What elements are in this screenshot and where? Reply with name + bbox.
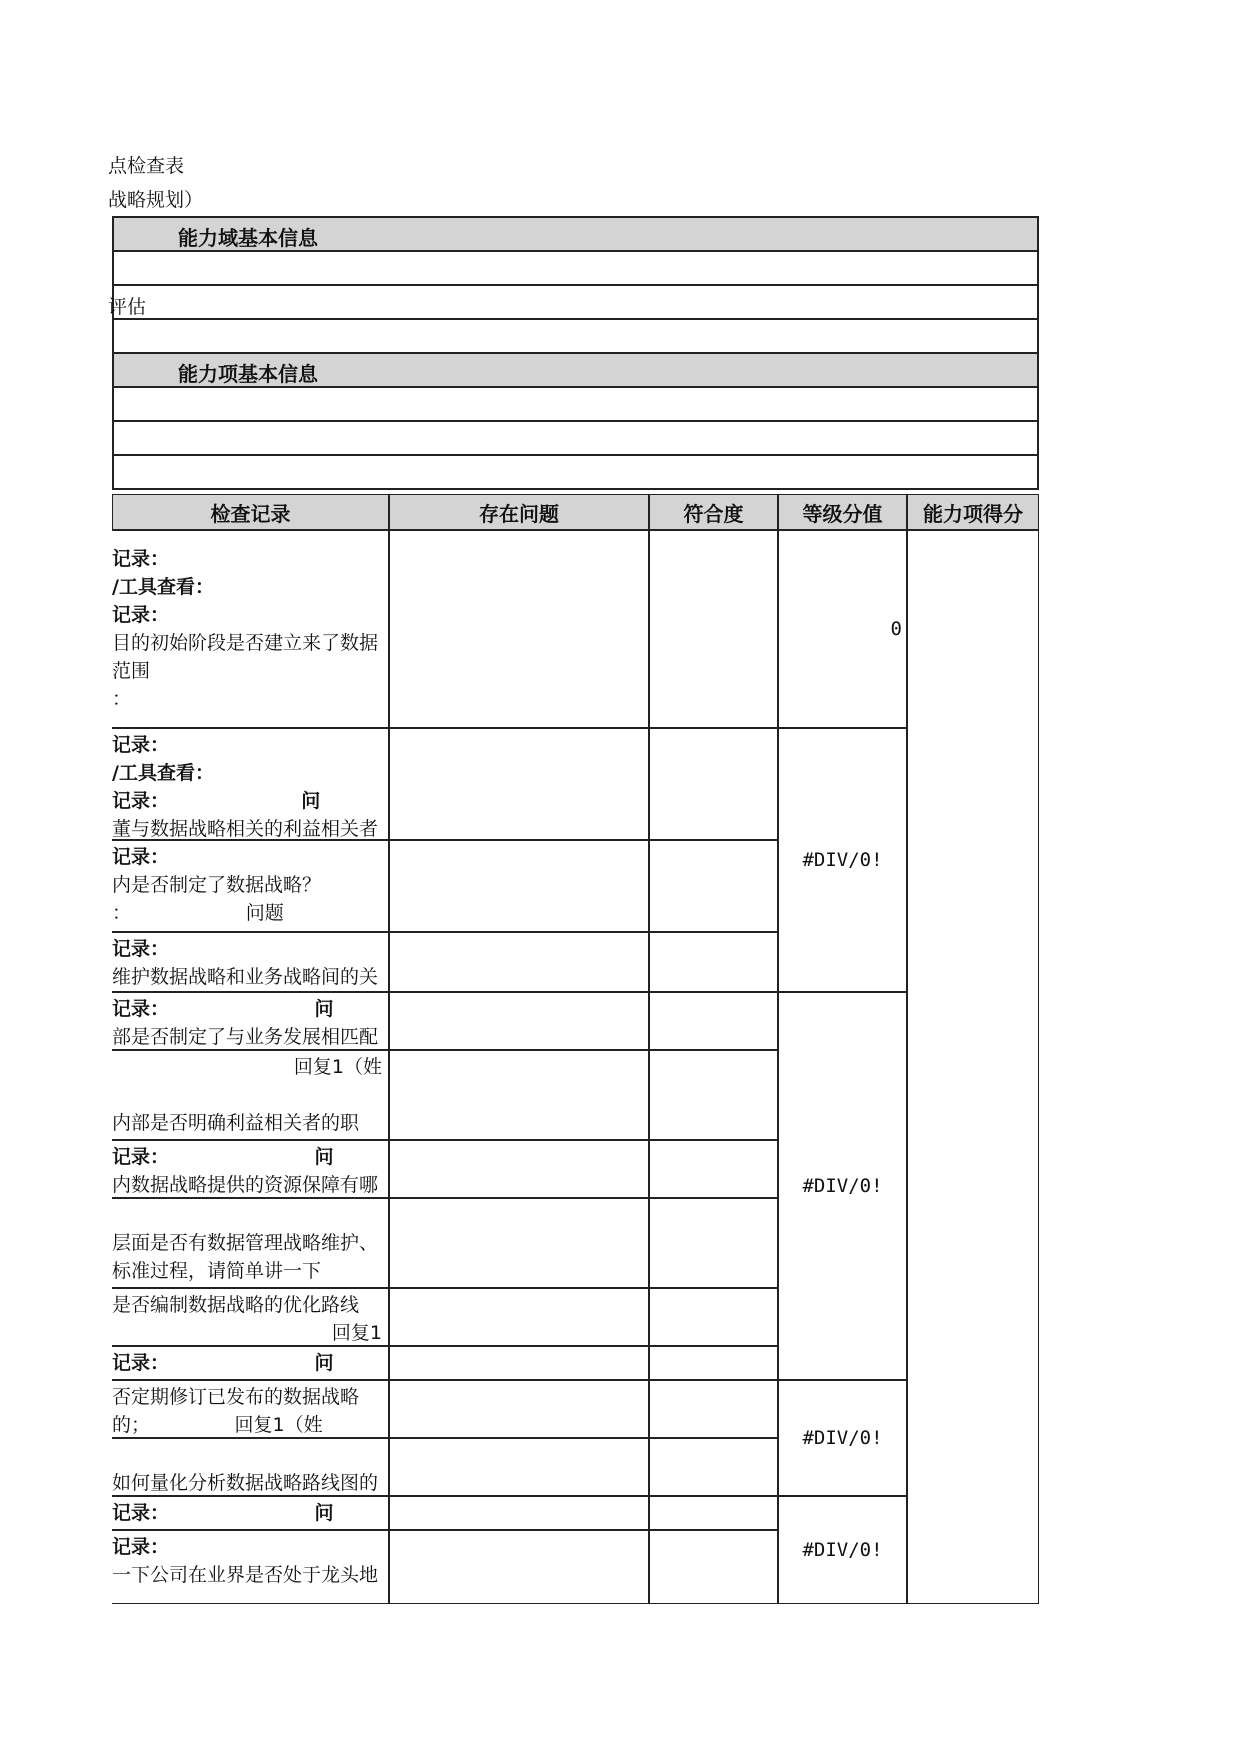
issue-cell — [389, 1288, 649, 1346]
compliance-cell — [649, 530, 778, 728]
issue-cell — [389, 932, 649, 992]
issue-cell — [389, 1530, 649, 1604]
compliance-cell — [649, 1346, 778, 1380]
record-line — [112, 1081, 382, 1109]
compliance-cell — [649, 1050, 778, 1140]
level-value: #DIV/0! — [802, 1539, 883, 1561]
compliance-cell — [649, 1496, 778, 1530]
record-cell — [112, 1496, 389, 1530]
issue-cell — [389, 1496, 649, 1530]
record-cell — [112, 1380, 389, 1438]
page-subtitle: 战略规划） — [108, 189, 204, 211]
level-value-cell — [778, 1496, 907, 1604]
record-line: 范围 — [112, 660, 151, 682]
level-value-cell — [778, 728, 907, 992]
level-value: #DIV/0! — [802, 849, 883, 871]
record-cell — [112, 1530, 389, 1604]
record-line: /工具查看： — [112, 762, 214, 784]
record-line: 董与数据战略相关的利益相关者 — [112, 818, 379, 840]
record-line: 记录： — [112, 938, 170, 960]
level-value-cell — [778, 992, 907, 1380]
issue-cell — [389, 840, 649, 932]
record-line: 内部是否明确利益相关者的职 — [112, 1112, 360, 1134]
record-line: 记录： 问 — [112, 1146, 334, 1168]
record-line — [112, 1441, 382, 1469]
issue-cell — [389, 530, 649, 728]
domain-info-header-label: 能力域基本信息 — [178, 226, 318, 250]
record-line: ： 问题 — [112, 902, 284, 924]
header-existing-issues-label: 存在问题 — [479, 501, 559, 526]
issue-cell — [389, 1140, 649, 1198]
item-info-header-label: 能力项基本信息 — [178, 362, 318, 386]
record-cell — [112, 1050, 389, 1140]
record-line: 内数据战略提供的资源保障有哪 — [112, 1174, 379, 1196]
record-line: 回复1 — [217, 1322, 382, 1344]
record-line: 如何量化分析数据战略路线图的 — [112, 1472, 379, 1494]
record-line: 记录： — [112, 604, 170, 626]
record-line: 记录： 问 — [112, 790, 321, 812]
domain-info-header — [112, 216, 1039, 252]
record-cell — [112, 728, 389, 840]
record-cell — [112, 1198, 389, 1288]
record-line: 维护数据战略和业务战略间的关 — [112, 966, 379, 988]
level-value: #DIV/0! — [802, 1175, 883, 1197]
level-value: 0 — [890, 618, 902, 640]
compliance-cell — [649, 992, 778, 1050]
header-level-value-label: 等级分值 — [802, 501, 883, 526]
record-line: 部是否制定了与业务发展相匹配 — [112, 1026, 379, 1048]
header-capability-score-label: 能力项得分 — [923, 501, 1023, 526]
item-info-row-3 — [112, 454, 1039, 490]
record-line: 记录： — [112, 548, 170, 570]
record-line: 一下公司在业界是否处于龙头地 — [112, 1564, 379, 1586]
compliance-cell — [649, 1380, 778, 1438]
compliance-cell — [649, 1288, 778, 1346]
record-line: 记录： — [112, 734, 170, 756]
compliance-cell — [649, 1438, 778, 1496]
header-compliance-label: 符合度 — [683, 501, 744, 526]
compliance-cell — [649, 840, 778, 932]
issue-cell — [389, 992, 649, 1050]
record-line: 的； 回复1（姓 — [112, 1414, 323, 1436]
record-cell — [112, 932, 389, 992]
record-line: 否定期修订已发布的数据战略 — [112, 1386, 360, 1408]
record-line: ： — [112, 688, 132, 710]
domain-info-row-2-text: 评估 — [108, 296, 147, 318]
record-line: 记录： 问 — [112, 998, 334, 1020]
header-capability-score — [907, 494, 1039, 530]
level-value: #DIV/0! — [802, 1427, 883, 1449]
compliance-cell — [649, 932, 778, 992]
issue-cell — [389, 1050, 649, 1140]
issue-cell — [389, 1198, 649, 1288]
record-cell — [112, 530, 389, 728]
level-value-cell — [778, 530, 907, 728]
record-line: 是否编制数据战略的优化路线 — [112, 1294, 360, 1316]
issue-cell — [389, 1380, 649, 1438]
record-line: 目的初始阶段是否建立来了数据 — [112, 632, 379, 654]
issue-cell — [389, 1346, 649, 1380]
issue-cell — [389, 1438, 649, 1496]
header-existing-issues — [389, 494, 649, 530]
record-line: /工具查看： — [112, 576, 214, 598]
level-value-cell — [778, 1380, 907, 1496]
capability-score-cell — [907, 530, 1039, 1604]
record-line: 内是否制定了数据战略？ — [112, 874, 322, 896]
record-line: 记录： 问 — [112, 1352, 334, 1374]
record-cell — [112, 1438, 389, 1496]
item-info-row-2 — [112, 420, 1039, 456]
header-compliance — [649, 494, 778, 530]
compliance-cell — [649, 1198, 778, 1288]
record-line: 回复1（姓 — [191, 1056, 382, 1078]
page-title: 点检查表 — [108, 155, 185, 177]
record-cell — [112, 1288, 389, 1346]
record-line: 记录： — [112, 1536, 170, 1558]
domain-info-row-2 — [108, 284, 1039, 320]
record-line — [112, 1201, 382, 1229]
compliance-cell — [649, 728, 778, 840]
header-level-value — [778, 494, 907, 530]
compliance-cell — [649, 1530, 778, 1604]
record-line: 标准过程，请简单讲一下 — [112, 1260, 322, 1282]
record-cell — [112, 992, 389, 1050]
item-info-row-1 — [112, 386, 1039, 422]
record-cell — [112, 1140, 389, 1198]
inspection-table — [112, 494, 1039, 1604]
item-info-header — [112, 352, 1039, 388]
record-line: 记录： 问 — [112, 1502, 334, 1524]
domain-info-row-1 — [112, 250, 1039, 286]
header-inspection-record-label: 检查记录 — [210, 501, 291, 526]
domain-info-row-3 — [112, 318, 1039, 354]
header-inspection-record — [112, 494, 389, 530]
record-line: 记录： — [112, 846, 170, 868]
compliance-cell — [649, 1140, 778, 1198]
record-cell — [112, 840, 389, 932]
record-line: 层面是否有数据管理战略维护、 — [112, 1232, 379, 1254]
record-cell — [112, 1346, 389, 1380]
issue-cell — [389, 728, 649, 840]
